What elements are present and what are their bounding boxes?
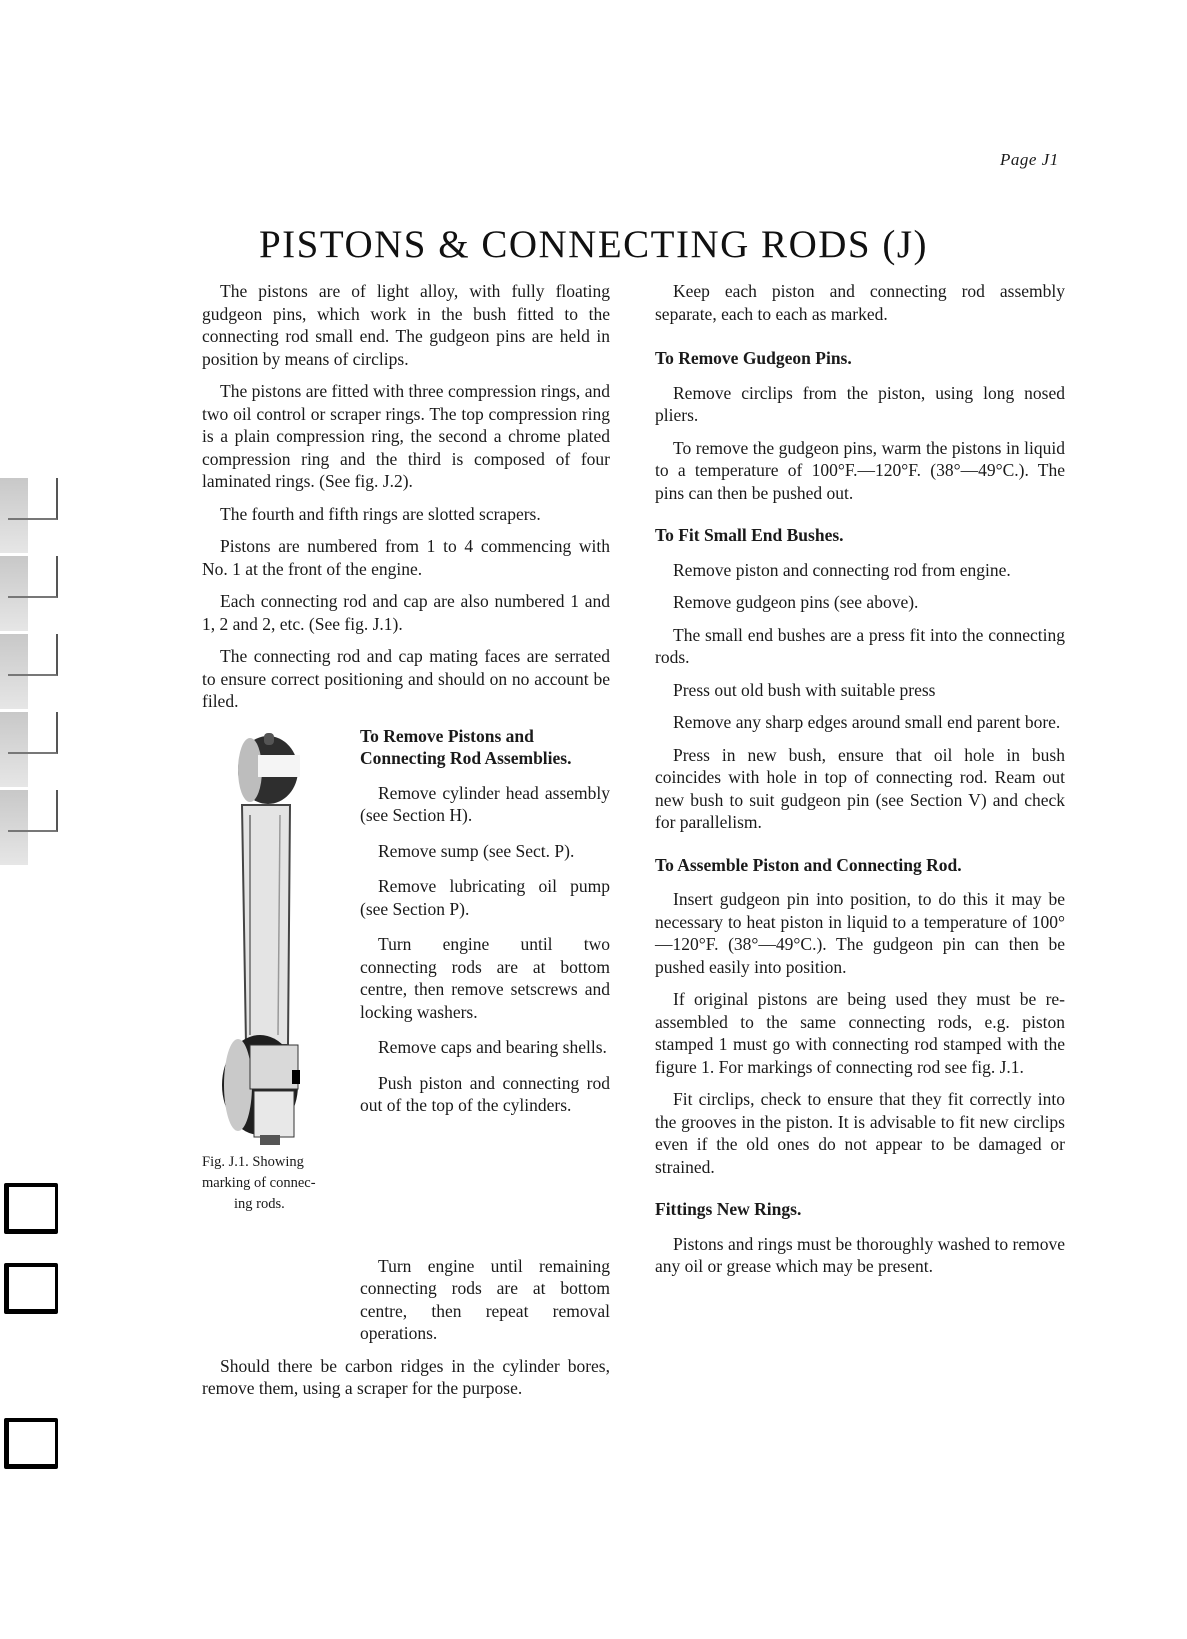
paragraph: To remove the gudgeon pins, warm the pistons in liquid to a temperature of 100°F.—120°F. (38°—49°C.). The pins can then be pushed out. xyxy=(655,437,1065,503)
binding-tab xyxy=(0,712,58,787)
binding-ring xyxy=(4,1418,58,1469)
paragraph: Keep each piston and connecting rod assembly separate, each to each as marked. xyxy=(655,281,1065,324)
binding-tab xyxy=(0,478,58,553)
section-heading: Fittings New Rings. xyxy=(655,1199,802,1219)
caption-line: marking of connec- xyxy=(202,1174,316,1191)
step: Turn engine until remaining connecting rods are at bottom centre, then repeat removal operations. xyxy=(360,1255,610,1343)
paragraph: The pistons are of light alloy, with fully floating gudgeon pins, which work in the bush fitted to the connecting rod small end. The gudgeon pins are held in position by means of circlips. xyxy=(202,281,610,369)
binding-ring xyxy=(4,1183,58,1234)
binding-ring xyxy=(4,1263,58,1314)
connecting-rod-image xyxy=(220,725,320,1145)
section-heading: To Remove Gudgeon Pins. xyxy=(655,348,852,368)
step: Remove lubricating oil pump (see Section P). xyxy=(360,876,610,919)
paragraph: Press out old bush with suitable press xyxy=(673,679,936,700)
page-number: Page J1 xyxy=(1000,150,1059,169)
remove-pistons-section xyxy=(360,725,610,1130)
caption-line: ing rods. xyxy=(234,1195,285,1212)
right-column xyxy=(655,280,1065,1288)
paragraph: Should there be carbon ridges in the cylinder bores, remove them, using a scraper for the purpose. xyxy=(202,1355,610,1398)
paragraph: Press in new bush, ensure that oil hole in bush coincides with hole in top of connecting rod. Ream out new bush to suit gudgeon pin (see Section V) and check for parallelism. xyxy=(655,744,1065,832)
paragraph: The small end bushes are a press fit into the connecting rods. xyxy=(655,624,1065,667)
paragraph: Pistons are numbered from 1 to 4 commencing with No. 1 at the front of the engine. xyxy=(202,536,610,579)
section-heading: To Remove Pistons and Connecting Rod Assemblies. xyxy=(360,725,572,768)
paragraph: The connecting rod and cap mating faces are serrated to ensure correct positioning and should on no account be filed. xyxy=(202,646,610,711)
remove-pistons-continued xyxy=(202,1255,610,1410)
paragraph: Insert gudgeon pin into position, to do this it may be necessary to heat piston in liquid to a temperature of 100°—120°F. (38°—49°C.). The gudgeon pin can then be pushed easily into position. xyxy=(655,889,1065,977)
paragraph: Remove any sharp edges around small end parent bore. xyxy=(673,712,1061,732)
step: Remove sump (see Sect. P). xyxy=(378,840,575,861)
step: Remove caps and bearing shells. xyxy=(378,1037,607,1057)
step: Push piston and connecting rod out of the top of the cylinders. xyxy=(360,1072,610,1115)
paragraph: Pistons and rings must be thoroughly washed to remove any oil or grease which may be present. xyxy=(655,1233,1065,1276)
paragraph: Remove gudgeon pins (see above). xyxy=(673,592,919,612)
left-column xyxy=(202,280,610,1398)
binding-tab xyxy=(0,790,58,865)
figure-caption xyxy=(202,1152,342,1215)
page-title: PISTONS & CONNECTING RODS (J) xyxy=(258,223,928,266)
paragraph: Each connecting rod and cap are also numbered 1 and 1, 2 and 2, etc. (See fig. J.1). xyxy=(202,591,610,634)
paragraph: The pistons are fitted with three compression rings, and two oil control or scraper rings. The top compression ring is a plain compression ring, the second a chrome plated compression ring and the third is composed of four laminated rings. (See fig. J.2). xyxy=(202,381,610,491)
paragraph: The fourth and fifth rings are slotted scrapers. xyxy=(220,503,541,524)
paragraph: If original pistons are being used they must be re-assembled to the same connecting rods, e.g. piston stamped 1 must go with connecting rod stamped with the figure 1. For markings of connecting rod see fig. J.1. xyxy=(655,989,1065,1077)
caption-line: Fig. J.1. Showing xyxy=(202,1153,304,1170)
paragraph: Remove piston and connecting rod from engine. xyxy=(673,559,1011,580)
figure-block xyxy=(202,725,610,1398)
paragraph: Fit circlips, check to ensure that they fit correctly into the grooves in the piston. It is advisable to fit new circlips even if the old ones do not appear to be damaged or strained. xyxy=(655,1089,1065,1177)
step: Remove cylinder head assembly (see Section H). xyxy=(360,782,610,825)
step: Turn engine until two connecting rods are at bottom centre, then remove setscrews and locking washers. xyxy=(360,934,610,1022)
section-heading: To Fit Small End Bushes. xyxy=(655,525,844,545)
binding-tab xyxy=(0,556,58,631)
paragraph: Remove circlips from the piston, using long nosed pliers. xyxy=(655,382,1065,425)
binding-tab xyxy=(0,634,58,709)
section-heading: To Assemble Piston and Connecting Rod. xyxy=(655,854,962,875)
